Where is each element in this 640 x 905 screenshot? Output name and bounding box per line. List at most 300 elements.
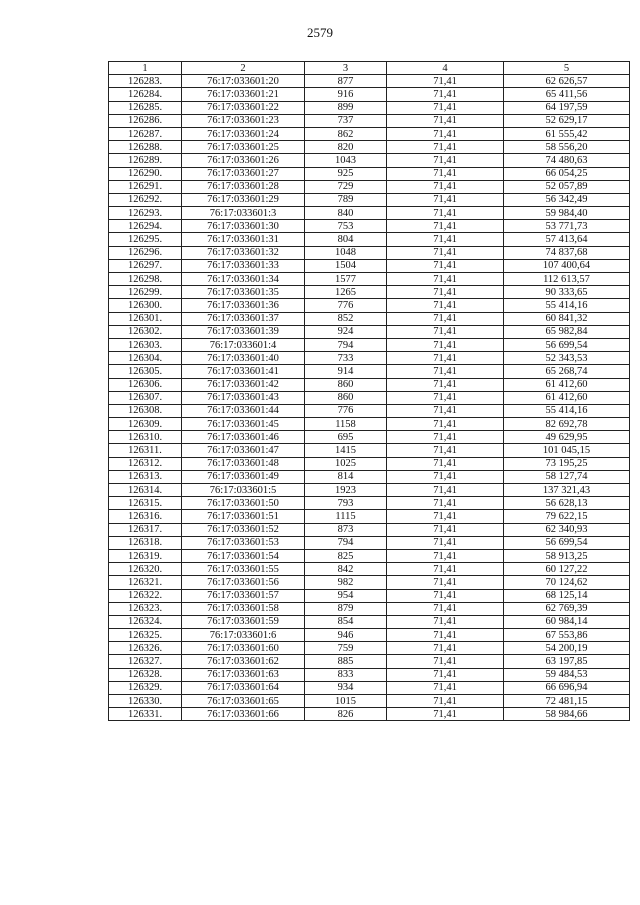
value-cell: 53 771,73 — [504, 220, 630, 233]
cadastral-number-cell: 76:17:033601:54 — [182, 549, 305, 562]
table-row — [109, 457, 630, 470]
table-row — [109, 233, 630, 246]
table-row — [109, 484, 630, 497]
table-row — [109, 312, 630, 325]
area-cell: 852 — [305, 312, 387, 325]
page-number: 2579 — [307, 25, 333, 40]
area-cell: 1265 — [305, 286, 387, 299]
row-number-cell: 126313. — [109, 470, 182, 483]
table-row — [109, 642, 630, 655]
table-row — [109, 470, 630, 483]
cadastral-number-cell: 76:17:033601:36 — [182, 299, 305, 312]
rate-cell: 71,41 — [387, 325, 504, 338]
rate-cell: 71,41 — [387, 484, 504, 497]
cadastral-number-cell: 76:17:033601:63 — [182, 668, 305, 681]
cadastral-number-cell: 76:17:033601:43 — [182, 391, 305, 404]
row-number-cell: 126292. — [109, 193, 182, 206]
row-number-cell: 126300. — [109, 299, 182, 312]
rate-cell: 71,41 — [387, 75, 504, 88]
value-cell: 61 555,42 — [504, 127, 630, 140]
cadastral-number-cell: 76:17:033601:26 — [182, 154, 305, 167]
table-row — [109, 365, 630, 378]
row-number-cell: 126325. — [109, 629, 182, 642]
area-cell: 820 — [305, 141, 387, 154]
table-row — [109, 286, 630, 299]
rate-cell: 71,41 — [387, 510, 504, 523]
value-cell: 66 054,25 — [504, 167, 630, 180]
area-cell: 833 — [305, 668, 387, 681]
rate-cell: 71,41 — [387, 549, 504, 562]
rate-cell: 71,41 — [387, 668, 504, 681]
area-cell: 789 — [305, 193, 387, 206]
row-number-cell: 126326. — [109, 642, 182, 655]
area-cell: 946 — [305, 629, 387, 642]
rate-cell: 71,41 — [387, 629, 504, 642]
area-cell: 729 — [305, 180, 387, 193]
rate-cell: 71,41 — [387, 457, 504, 470]
table-row — [109, 695, 630, 708]
value-cell: 137 321,43 — [504, 484, 630, 497]
cadastral-number-cell: 76:17:033601:42 — [182, 378, 305, 391]
area-cell: 1043 — [305, 154, 387, 167]
rate-cell: 71,41 — [387, 273, 504, 286]
table-row — [109, 536, 630, 549]
table-row — [109, 193, 630, 206]
table-row — [109, 549, 630, 562]
area-cell: 914 — [305, 365, 387, 378]
area-cell: 873 — [305, 523, 387, 536]
column-header: 3 — [305, 62, 387, 75]
value-cell: 57 413,64 — [504, 233, 630, 246]
value-cell: 52 343,53 — [504, 352, 630, 365]
rate-cell: 71,41 — [387, 576, 504, 589]
value-cell: 56 699,54 — [504, 338, 630, 351]
cadastral-number-cell: 76:17:033601:24 — [182, 127, 305, 140]
value-cell: 64 197,59 — [504, 101, 630, 114]
cadastral-number-cell: 76:17:033601:40 — [182, 352, 305, 365]
value-cell: 61 412,60 — [504, 378, 630, 391]
table-row — [109, 127, 630, 140]
table-row — [109, 418, 630, 431]
area-cell: 916 — [305, 88, 387, 101]
rate-cell: 71,41 — [387, 207, 504, 220]
table-row — [109, 576, 630, 589]
row-number-cell: 126327. — [109, 655, 182, 668]
row-number-cell: 126290. — [109, 167, 182, 180]
cadastral-number-cell: 76:17:033601:45 — [182, 418, 305, 431]
row-number-cell: 126284. — [109, 88, 182, 101]
row-number-cell: 126319. — [109, 549, 182, 562]
area-cell: 1158 — [305, 418, 387, 431]
rate-cell: 71,41 — [387, 180, 504, 193]
row-number-cell: 126291. — [109, 180, 182, 193]
cadastral-number-cell: 76:17:033601:4 — [182, 338, 305, 351]
area-cell: 934 — [305, 681, 387, 694]
value-cell: 67 553,86 — [504, 629, 630, 642]
table-row — [109, 655, 630, 668]
area-cell: 860 — [305, 391, 387, 404]
cadastral-number-cell: 76:17:033601:35 — [182, 286, 305, 299]
value-cell: 54 200,19 — [504, 642, 630, 655]
cadastral-number-cell: 76:17:033601:52 — [182, 523, 305, 536]
cadastral-number-cell: 76:17:033601:60 — [182, 642, 305, 655]
rate-cell: 71,41 — [387, 615, 504, 628]
area-cell: 924 — [305, 325, 387, 338]
value-cell: 65 411,56 — [504, 88, 630, 101]
rate-cell: 71,41 — [387, 602, 504, 615]
cadastral-number-cell: 76:17:033601:33 — [182, 259, 305, 272]
value-cell: 70 124,62 — [504, 576, 630, 589]
cadastral-number-cell: 76:17:033601:34 — [182, 273, 305, 286]
rate-cell: 71,41 — [387, 312, 504, 325]
area-cell: 1504 — [305, 259, 387, 272]
table-row — [109, 325, 630, 338]
value-cell: 112 613,57 — [504, 273, 630, 286]
row-number-cell: 126289. — [109, 154, 182, 167]
rate-cell: 71,41 — [387, 563, 504, 576]
cadastral-number-cell: 76:17:033601:30 — [182, 220, 305, 233]
value-cell: 56 628,13 — [504, 497, 630, 510]
cadastral-number-cell: 76:17:033601:50 — [182, 497, 305, 510]
table-row — [109, 378, 630, 391]
rate-cell: 71,41 — [387, 338, 504, 351]
cadastral-number-cell: 76:17:033601:22 — [182, 101, 305, 114]
row-number-cell: 126330. — [109, 695, 182, 708]
value-cell: 52 629,17 — [504, 114, 630, 127]
area-cell: 826 — [305, 708, 387, 721]
rate-cell: 71,41 — [387, 523, 504, 536]
area-cell: 885 — [305, 655, 387, 668]
table-row — [109, 497, 630, 510]
cadastral-number-cell: 76:17:033601:44 — [182, 404, 305, 417]
cadastral-number-cell: 76:17:033601:59 — [182, 615, 305, 628]
table-row — [109, 444, 630, 457]
rate-cell: 71,41 — [387, 154, 504, 167]
area-cell: 1048 — [305, 246, 387, 259]
rate-cell: 71,41 — [387, 299, 504, 312]
rate-cell: 71,41 — [387, 708, 504, 721]
table-row — [109, 220, 630, 233]
value-cell: 73 195,25 — [504, 457, 630, 470]
area-cell: 840 — [305, 207, 387, 220]
area-cell: 825 — [305, 549, 387, 562]
rate-cell: 71,41 — [387, 220, 504, 233]
value-cell: 55 414,16 — [504, 299, 630, 312]
value-cell: 61 412,60 — [504, 391, 630, 404]
row-number-cell: 126312. — [109, 457, 182, 470]
value-cell: 60 841,32 — [504, 312, 630, 325]
area-cell: 1025 — [305, 457, 387, 470]
rate-cell: 71,41 — [387, 101, 504, 114]
row-number-cell: 126298. — [109, 273, 182, 286]
row-number-cell: 126303. — [109, 338, 182, 351]
cadastral-number-cell: 76:17:033601:56 — [182, 576, 305, 589]
cadastral-number-cell: 76:17:033601:64 — [182, 681, 305, 694]
value-cell: 72 481,15 — [504, 695, 630, 708]
rate-cell: 71,41 — [387, 589, 504, 602]
value-cell: 58 984,66 — [504, 708, 630, 721]
area-cell: 925 — [305, 167, 387, 180]
data-table — [108, 61, 630, 721]
cadastral-number-cell: 76:17:033601:28 — [182, 180, 305, 193]
table-row — [109, 259, 630, 272]
cadastral-number-cell: 76:17:033601:58 — [182, 602, 305, 615]
row-number-cell: 126324. — [109, 615, 182, 628]
table-row — [109, 207, 630, 220]
value-cell: 49 629,95 — [504, 431, 630, 444]
rate-cell: 71,41 — [387, 431, 504, 444]
table-row — [109, 273, 630, 286]
area-cell: 954 — [305, 589, 387, 602]
table-row — [109, 523, 630, 536]
rate-cell: 71,41 — [387, 233, 504, 246]
cadastral-number-cell: 76:17:033601:3 — [182, 207, 305, 220]
column-header: 5 — [504, 62, 630, 75]
table-row — [109, 75, 630, 88]
row-number-cell: 126302. — [109, 325, 182, 338]
area-cell: 776 — [305, 404, 387, 417]
row-number-cell: 126301. — [109, 312, 182, 325]
header-row — [109, 62, 630, 75]
rate-cell: 71,41 — [387, 444, 504, 457]
cadastral-number-cell: 76:17:033601:57 — [182, 589, 305, 602]
area-cell: 1115 — [305, 510, 387, 523]
row-number-cell: 126287. — [109, 127, 182, 140]
rate-cell: 71,41 — [387, 365, 504, 378]
area-cell: 860 — [305, 378, 387, 391]
row-number-cell: 126305. — [109, 365, 182, 378]
rate-cell: 71,41 — [387, 497, 504, 510]
table-row — [109, 114, 630, 127]
rate-cell: 71,41 — [387, 642, 504, 655]
row-number-cell: 126315. — [109, 497, 182, 510]
row-number-cell: 126307. — [109, 391, 182, 404]
table-row — [109, 338, 630, 351]
cadastral-number-cell: 76:17:033601:65 — [182, 695, 305, 708]
rate-cell: 71,41 — [387, 352, 504, 365]
cadastral-number-cell: 76:17:033601:47 — [182, 444, 305, 457]
row-number-cell: 126294. — [109, 220, 182, 233]
rate-cell: 71,41 — [387, 470, 504, 483]
rate-cell: 71,41 — [387, 391, 504, 404]
value-cell: 58 913,25 — [504, 549, 630, 562]
table-row — [109, 141, 630, 154]
row-number-cell: 126317. — [109, 523, 182, 536]
rate-cell: 71,41 — [387, 246, 504, 259]
row-number-cell: 126316. — [109, 510, 182, 523]
area-cell: 753 — [305, 220, 387, 233]
table-row — [109, 180, 630, 193]
cadastral-number-cell: 76:17:033601:31 — [182, 233, 305, 246]
column-header: 2 — [182, 62, 305, 75]
row-number-cell: 126285. — [109, 101, 182, 114]
table-row — [109, 615, 630, 628]
cadastral-number-cell: 76:17:033601:37 — [182, 312, 305, 325]
table-row — [109, 101, 630, 114]
area-cell: 862 — [305, 127, 387, 140]
table-row — [109, 88, 630, 101]
area-cell: 1923 — [305, 484, 387, 497]
table-row — [109, 391, 630, 404]
row-number-cell: 126297. — [109, 259, 182, 272]
row-number-cell: 126320. — [109, 563, 182, 576]
table-row — [109, 681, 630, 694]
area-cell: 794 — [305, 536, 387, 549]
table-row — [109, 352, 630, 365]
cadastral-number-cell: 76:17:033601:55 — [182, 563, 305, 576]
value-cell: 62 626,57 — [504, 75, 630, 88]
row-number-cell: 126322. — [109, 589, 182, 602]
value-cell: 74 480,63 — [504, 154, 630, 167]
value-cell: 82 692,78 — [504, 418, 630, 431]
value-cell: 66 696,94 — [504, 681, 630, 694]
table-row — [109, 589, 630, 602]
table-row — [109, 563, 630, 576]
cadastral-number-cell: 76:17:033601:6 — [182, 629, 305, 642]
table-body — [109, 75, 630, 721]
value-cell: 101 045,15 — [504, 444, 630, 457]
row-number-cell: 126314. — [109, 484, 182, 497]
value-cell: 59 984,40 — [504, 207, 630, 220]
value-cell: 74 837,68 — [504, 246, 630, 259]
area-cell: 776 — [305, 299, 387, 312]
area-cell: 854 — [305, 615, 387, 628]
value-cell: 79 622,15 — [504, 510, 630, 523]
table-row — [109, 299, 630, 312]
area-cell: 1577 — [305, 273, 387, 286]
table-row — [109, 167, 630, 180]
row-number-cell: 126309. — [109, 418, 182, 431]
row-number-cell: 126286. — [109, 114, 182, 127]
table-row — [109, 510, 630, 523]
table-row — [109, 708, 630, 721]
row-number-cell: 126283. — [109, 75, 182, 88]
area-cell: 899 — [305, 101, 387, 114]
cadastral-number-cell: 76:17:033601:53 — [182, 536, 305, 549]
value-cell: 55 414,16 — [504, 404, 630, 417]
rate-cell: 71,41 — [387, 378, 504, 391]
value-cell: 59 484,53 — [504, 668, 630, 681]
rate-cell: 71,41 — [387, 681, 504, 694]
rate-cell: 71,41 — [387, 127, 504, 140]
value-cell: 65 268,74 — [504, 365, 630, 378]
row-number-cell: 126293. — [109, 207, 182, 220]
rate-cell: 71,41 — [387, 418, 504, 431]
area-cell: 1015 — [305, 695, 387, 708]
cadastral-number-cell: 76:17:033601:39 — [182, 325, 305, 338]
area-cell: 877 — [305, 75, 387, 88]
rate-cell: 71,41 — [387, 655, 504, 668]
row-number-cell: 126308. — [109, 404, 182, 417]
area-cell: 759 — [305, 642, 387, 655]
row-number-cell: 126328. — [109, 668, 182, 681]
value-cell: 63 197,85 — [504, 655, 630, 668]
cadastral-number-cell: 76:17:033601:21 — [182, 88, 305, 101]
area-cell: 804 — [305, 233, 387, 246]
rate-cell: 71,41 — [387, 536, 504, 549]
rate-cell: 71,41 — [387, 167, 504, 180]
rate-cell: 71,41 — [387, 141, 504, 154]
row-number-cell: 126306. — [109, 378, 182, 391]
table-row — [109, 404, 630, 417]
table-row — [109, 154, 630, 167]
cadastral-number-cell: 76:17:033601:5 — [182, 484, 305, 497]
table-row — [109, 431, 630, 444]
area-cell: 793 — [305, 497, 387, 510]
row-number-cell: 126311. — [109, 444, 182, 457]
rate-cell: 71,41 — [387, 259, 504, 272]
cadastral-number-cell: 76:17:033601:51 — [182, 510, 305, 523]
value-cell: 58 127,74 — [504, 470, 630, 483]
table-row — [109, 246, 630, 259]
cadastral-number-cell: 76:17:033601:29 — [182, 193, 305, 206]
value-cell: 65 982,84 — [504, 325, 630, 338]
value-cell: 56 699,54 — [504, 536, 630, 549]
cadastral-number-cell: 76:17:033601:27 — [182, 167, 305, 180]
column-header: 4 — [387, 62, 504, 75]
area-cell: 982 — [305, 576, 387, 589]
cadastral-number-cell: 76:17:033601:41 — [182, 365, 305, 378]
table-row — [109, 668, 630, 681]
value-cell: 62 340,93 — [504, 523, 630, 536]
row-number-cell: 126323. — [109, 602, 182, 615]
area-cell: 1415 — [305, 444, 387, 457]
column-header: 1 — [109, 62, 182, 75]
row-number-cell: 126321. — [109, 576, 182, 589]
cadastral-number-cell: 76:17:033601:32 — [182, 246, 305, 259]
value-cell: 60 984,14 — [504, 615, 630, 628]
row-number-cell: 126310. — [109, 431, 182, 444]
cadastral-number-cell: 76:17:033601:46 — [182, 431, 305, 444]
area-cell: 733 — [305, 352, 387, 365]
value-cell: 107 400,64 — [504, 259, 630, 272]
value-cell: 68 125,14 — [504, 589, 630, 602]
value-cell: 90 333,65 — [504, 286, 630, 299]
area-cell: 794 — [305, 338, 387, 351]
cadastral-number-cell: 76:17:033601:49 — [182, 470, 305, 483]
rate-cell: 71,41 — [387, 286, 504, 299]
table-row — [109, 602, 630, 615]
rate-cell: 71,41 — [387, 193, 504, 206]
cadastral-number-cell: 76:17:033601:20 — [182, 75, 305, 88]
value-cell: 52 057,89 — [504, 180, 630, 193]
cadastral-number-cell: 76:17:033601:62 — [182, 655, 305, 668]
value-cell: 60 127,22 — [504, 563, 630, 576]
row-number-cell: 126299. — [109, 286, 182, 299]
row-number-cell: 126318. — [109, 536, 182, 549]
value-cell: 56 342,49 — [504, 193, 630, 206]
row-number-cell: 126295. — [109, 233, 182, 246]
table-row — [109, 629, 630, 642]
rate-cell: 71,41 — [387, 695, 504, 708]
rate-cell: 71,41 — [387, 404, 504, 417]
rate-cell: 71,41 — [387, 114, 504, 127]
row-number-cell: 126288. — [109, 141, 182, 154]
row-number-cell: 126329. — [109, 681, 182, 694]
area-cell: 814 — [305, 470, 387, 483]
row-number-cell: 126304. — [109, 352, 182, 365]
value-cell: 62 769,39 — [504, 602, 630, 615]
rate-cell: 71,41 — [387, 88, 504, 101]
row-number-cell: 126296. — [109, 246, 182, 259]
cadastral-number-cell: 76:17:033601:23 — [182, 114, 305, 127]
area-cell: 695 — [305, 431, 387, 444]
area-cell: 842 — [305, 563, 387, 576]
cadastral-number-cell: 76:17:033601:48 — [182, 457, 305, 470]
cadastral-number-cell: 76:17:033601:25 — [182, 141, 305, 154]
cadastral-number-cell: 76:17:033601:66 — [182, 708, 305, 721]
area-cell: 737 — [305, 114, 387, 127]
